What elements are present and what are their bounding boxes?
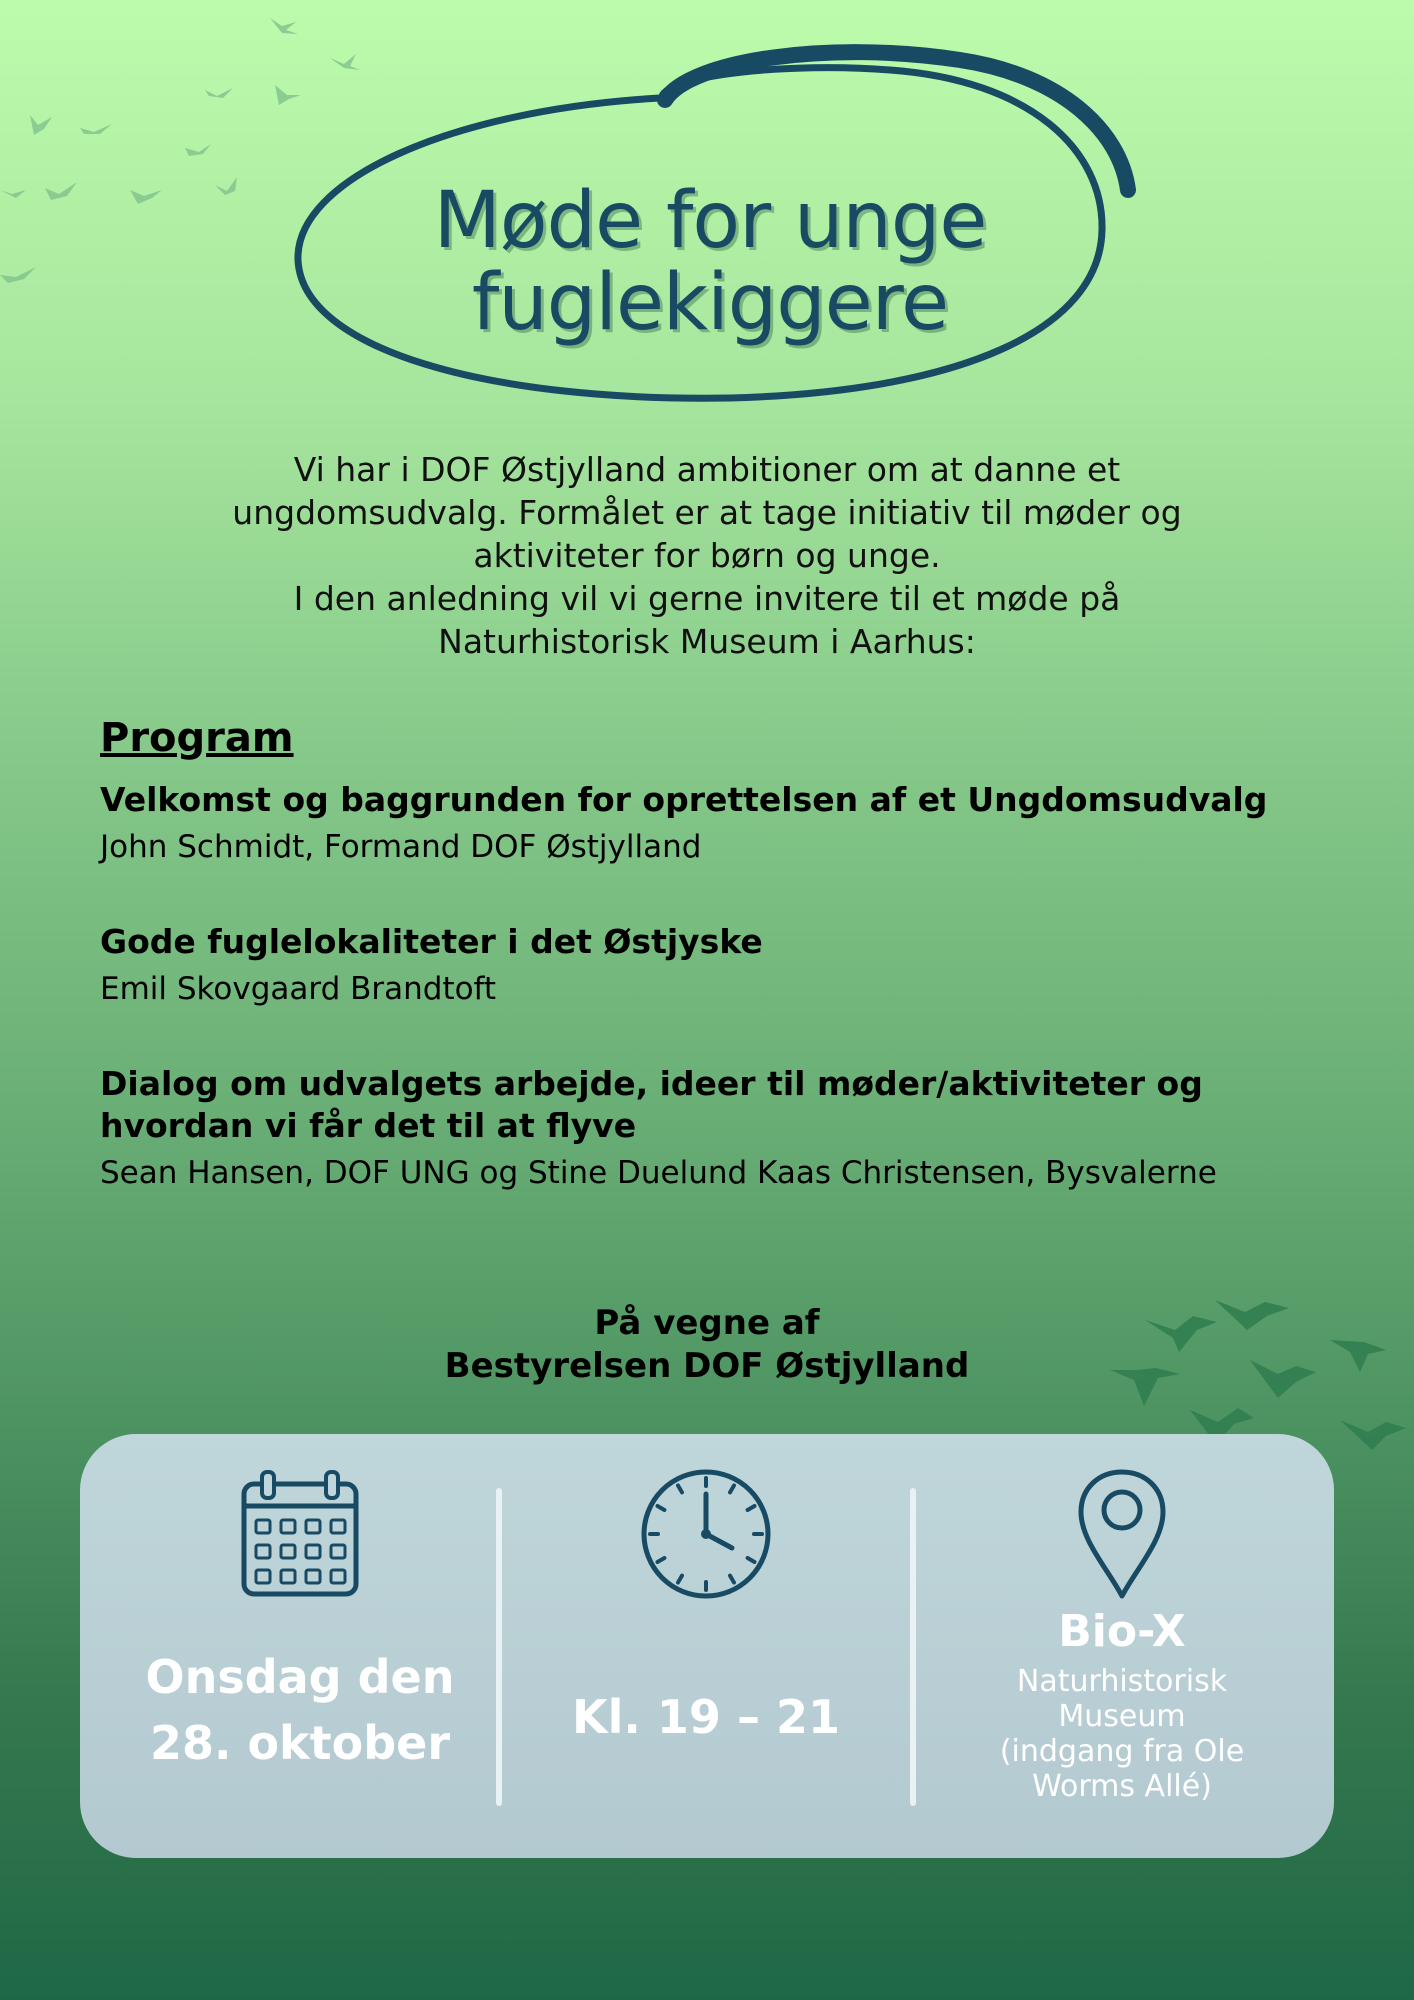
program-item [100, 921, 1330, 1011]
place-column [932, 1434, 1312, 1858]
divider [910, 1488, 916, 1806]
title-line-2: fuglekiggere [471, 258, 949, 348]
place-line-1: Naturhistorisk [1016, 1664, 1228, 1699]
intro-line-4: I den anledning vil vi gerne invitere til et møde på [293, 579, 1121, 618]
program-item-title: Gode fuglelokaliteter i det Østjyske [100, 922, 763, 961]
program-section [100, 715, 1330, 1247]
date-column [110, 1434, 490, 1858]
signature [300, 1302, 1114, 1388]
program-heading: Program [100, 715, 294, 761]
program-item [100, 779, 1330, 869]
place-details [932, 1664, 1312, 1804]
title-block [270, 30, 1150, 420]
event-date [110, 1644, 490, 1776]
intro-text [140, 448, 1274, 663]
event-date-line-1: Onsdag den [145, 1650, 455, 1704]
place-line-3: (indgang fra Ole [999, 1734, 1245, 1769]
event-time: Kl. 19 – 21 [572, 1690, 840, 1744]
place-line-2: Museum [1058, 1699, 1186, 1734]
clock-icon [640, 1468, 772, 1600]
signature-line-2: Bestyrelsen DOF Østjylland [444, 1346, 970, 1386]
intro-line-2: ungdomsudvalg. Formålet er at tage initiativ til møder og [232, 493, 1182, 532]
event-info-card [80, 1434, 1334, 1858]
program-item-title-line-2: hvordan vi får det til at flyve [100, 1106, 637, 1145]
time-column [516, 1434, 896, 1858]
signature-line-1: På vegne af [594, 1303, 820, 1343]
place-name: Bio-X [1058, 1606, 1186, 1657]
calendar-icon [238, 1470, 362, 1600]
divider [496, 1488, 502, 1806]
intro-line-5: Naturhistorisk Museum i Aarhus: [438, 622, 976, 661]
program-item-title [100, 1063, 1330, 1147]
location-pin-icon [1077, 1468, 1167, 1600]
title-line-1: Møde for unge [433, 176, 987, 266]
place-line-4: Worms Allé) [1032, 1769, 1212, 1804]
program-item-speaker: Sean Hansen, DOF UNG og Stine Duelund Kaas Christensen, Bysvalerne [100, 1155, 1217, 1191]
program-item-title: Velkomst og baggrunden for oprettelsen af et Ungdomsudvalg [100, 780, 1268, 819]
program-item-title-line-1: Dialog om udvalgets arbejde, ideer til møder/aktiviteter og [100, 1064, 1203, 1103]
page-title [270, 176, 1150, 348]
intro-line-1: Vi har i DOF Østjylland ambitioner om at danne et [293, 450, 1121, 489]
intro-line-3: aktiviteter for børn og unge. [473, 536, 941, 575]
program-item-speaker: John Schmidt, Formand DOF Østjylland [100, 829, 702, 865]
event-date-line-2: 28. oktober [149, 1716, 451, 1770]
program-item-speaker: Emil Skovgaard Brandtoft [100, 971, 497, 1007]
program-item [100, 1063, 1330, 1195]
